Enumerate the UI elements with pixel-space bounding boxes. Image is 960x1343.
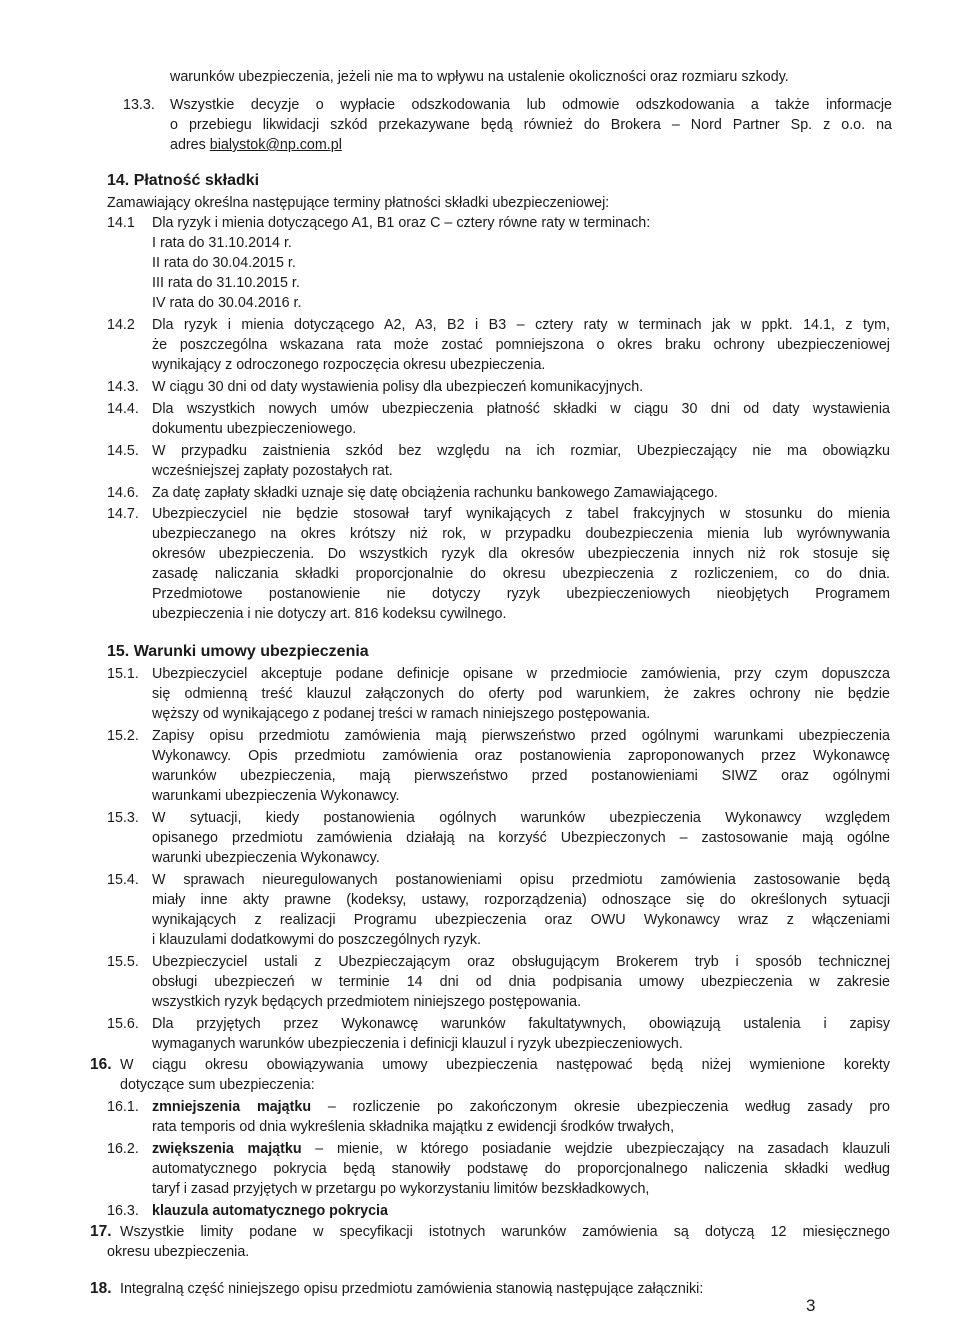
s15-2-l3: warunków ubezpieczenia, mają pierwszeństwo przed postanowieniami SIWZ oraz ogólnymi xyxy=(152,768,890,784)
p13-3-l1: Wszystkie decyzje o wypłacie odszkodowania lub odmowie odszkodowania a także informacje xyxy=(170,97,892,113)
s14-6-text: Za datę zapłaty składki uznaje się datę obciążenia rachunku bankowego Zamawiającego. xyxy=(152,485,718,501)
s15-1-l2: się odmienną treść klauzul załączonych do oferty pod warunkiem, że zakres ochrony nie będzie xyxy=(152,686,890,702)
rate-4: IV rata do 30.04.2016 r. xyxy=(152,295,302,311)
num-15-2: 15.2. xyxy=(107,728,139,744)
s15-2-l4: warunkami ubezpieczenia Wykonawcy. xyxy=(152,788,400,804)
rate-2: II rata do 30.04.2015 r. xyxy=(152,255,296,271)
s15-5-l1: Ubezpieczyciel ustali z Ubezpieczającym oraz obsługującym Brokerem tryb i sposób technicznej xyxy=(152,954,890,970)
s14-5-l2: wcześniejszej zapłaty pozostałych rat. xyxy=(152,463,393,479)
s15-4-l2: miały inne akty prawne (kodeksy, ustawy, rozporządzenia) odnoszące się do określonych sytuacji xyxy=(152,892,890,908)
s16-2-l1: zwiększenia majątku – mienie, w którego posiadanie wejdzie ubezpieczający na zasadach klauzuli xyxy=(152,1141,891,1157)
num-16-1: 16.1. xyxy=(107,1099,139,1115)
num-15-6: 15.6. xyxy=(107,1016,139,1032)
s14-7-l3: okresów ubezpieczenia. Do wszystkich ryzyk dla okresów ubezpieczenia innych niż rok stosuje się xyxy=(152,546,890,562)
s15-4-l1: W sprawach nieuregulowanych postanowieniami opisu przedmiotu zamówienia zastosowanie będą xyxy=(152,872,890,888)
s15-1-l1: Ubezpieczyciel akceptuje podane definicje opisane w przedmiocie zamówienia, przy czym dopuszcza xyxy=(152,666,890,682)
s15-3-l2: opisanego przedmiotu zamówienia działają na korzyść Ubezpieczonych – zastosowanie mają ogólne xyxy=(152,830,890,846)
section-14-heading: 14. Płatność składki xyxy=(107,172,260,189)
s15-2-l1: Zapisy opisu przedmiotu zamówienia mają pierwszeństwo przed ogólnymi warunkami ubezpieczenia xyxy=(152,728,890,744)
num-16-3: 16.3. xyxy=(107,1203,139,1219)
s16-l1: W ciągu okresu obowiązywania umowy ubezpieczenia następować będą niżej wymienione korekty xyxy=(120,1057,890,1073)
num-17: 17. xyxy=(90,1223,112,1240)
s14-4-l1: Dla wszystkich nowych umów ubezpieczenia płatność składki w ciągu 30 dni od daty wystawienia xyxy=(152,401,890,417)
num-18: 18. xyxy=(90,1280,112,1297)
s14-5-l1: W przypadku zaistnienia szkód bez względu na ich rozmiar, Ubezpieczający nie ma obowiązku xyxy=(152,443,890,459)
num-16-2: 16.2. xyxy=(107,1141,139,1157)
s14-7-l6: ubezpieczenia i nie dotyczy art. 816 kodeksu cywilnego. xyxy=(152,606,507,622)
s15-5-l3: wszystkich ryzyk będących przedmiotem niniejszego postępowania. xyxy=(152,994,582,1010)
s17-l2: okresu ubezpieczenia. xyxy=(107,1244,250,1260)
s14-7-l2: ubezpieczanego na okres krótszy niż rok, w przypadku doubezpieczenia mienia lub wyrównywania xyxy=(152,526,890,542)
s15-5-l2: obsługi ubezpieczeń w terminie 14 dni od dnia podpisania umowy ubezpieczenia w zakresie xyxy=(152,974,890,990)
num-13-3: 13.3. xyxy=(123,97,155,113)
s18-text: Integralną część niniejszego opisu przedmiotu zamówienia stanowią następujące załączniki: xyxy=(120,1281,704,1297)
s17-l1: Wszystkie limity podane w specyfikacji istotnych warunków zamówienia są dotyczą 12 miesięcznego xyxy=(120,1224,890,1240)
email-link[interactable]: bialystok@np.com.pl xyxy=(209,137,342,153)
s14-7-l4: zasadę naliczania składki proporcjonalnie do okresu ubezpieczenia z rozliczeniem, co do dnia. xyxy=(152,566,890,582)
s14-3-text: W ciągu 30 dni od daty wystawienia polisy dla ubezpieczeń komunikacyjnych. xyxy=(152,379,644,395)
num-14-1: 14.1 xyxy=(107,215,135,231)
rate-3: III rata do 31.10.2015 r. xyxy=(152,275,300,291)
num-16: 16. xyxy=(90,1056,112,1073)
num-14-4: 14.4. xyxy=(107,401,139,417)
s15-2-l2: Wykonawcy. Opis przedmiotu zamówienia oraz postanowienia zaproponowanych przez Wykonawcę xyxy=(152,748,890,764)
s16-3-text: klauzula automatycznego pokrycia xyxy=(152,1203,388,1219)
num-14-5: 14.5. xyxy=(107,443,139,459)
top-line: warunków ubezpieczenia, jeżeli nie ma to wpływu na ustalenie okoliczności oraz rozmiaru szkody. xyxy=(170,69,789,85)
s15-4-l3: wynikających z realizacji Programu ubezpieczenia oraz OWU Wykonawcy wraz z włączeniami xyxy=(152,912,890,928)
num-14-7: 14.7. xyxy=(107,506,139,522)
s15-1-l3: węższy od wynikającego z podanej treści w ramach niniejszego postępowania. xyxy=(152,706,651,722)
s15-6-l1: Dla przyjętych przez Wykonawcę warunków fakultatywnych, obowiązują ustalenia i zapisy xyxy=(152,1016,890,1032)
s14-2-l1: Dla ryzyk i mienia dotyczącego A2, A3, B2 i B3 – cztery raty w terminach jak w ppkt. 14.1, z tym, xyxy=(152,317,890,333)
s16-1-l2: rata temporis od dnia wykreślenia składnika majątku z ewidencji środków trwałych, xyxy=(152,1119,675,1135)
num-15-4: 15.4. xyxy=(107,872,139,888)
num-14-6: 14.6. xyxy=(107,485,139,501)
num-15-3: 15.3. xyxy=(107,810,139,826)
s16-1-l1: zmniejszenia majątku – rozliczenie po zakończonym okresie ubezpieczenia według zasady pro xyxy=(152,1099,890,1115)
s14-7-l5: Przedmiotowe postanowienie nie dotyczy ryzyk ubezpieczeniowych nieobjętych Programem xyxy=(152,586,890,602)
s14-2-l3: wynikający z odroczonego rozpoczęcia okresu ubezpieczenia. xyxy=(152,357,546,373)
num-15-5: 15.5. xyxy=(107,954,139,970)
s16-2-l2: automatycznego pokrycia będą stanowiły podstawę do proporcjonalnego naliczenia składki według xyxy=(152,1161,890,1177)
s15-6-l2: wymaganych warunków ubezpieczenia i definicji klauzul i ryzyk ubezpieczeniowych. xyxy=(152,1036,683,1052)
num-14-3: 14.3. xyxy=(107,379,139,395)
section-15-heading: 15. Warunki umowy ubezpieczenia xyxy=(107,643,369,660)
s14-2-l2: że poszczególna wskazana rata może zostać pomniejszona o okres braku ochrony ubezpieczeniowej xyxy=(152,337,890,353)
p13-3-l3: adres bialystok@np.com.pl xyxy=(170,137,342,153)
s14-7-l1: Ubezpieczyciel nie będzie stosował taryf wynikających z tabel frakcyjnych w stosunku do mienia xyxy=(152,506,890,522)
num-14-2: 14.2 xyxy=(107,317,135,333)
page-number: 3 xyxy=(806,1296,816,1315)
s15-3-l1: W sytuacji, kiedy postanowienia ogólnych warunków ubezpieczenia Wykonawcy względem xyxy=(152,810,890,826)
s16-l2: dotyczące sum ubezpieczenia: xyxy=(120,1077,315,1093)
s16-2-l3: taryf i zasad przyjętych w przetargu po wykorzystaniu limitów bezskładkowych, xyxy=(152,1181,650,1197)
rate-1: I rata do 31.10.2014 r. xyxy=(152,235,292,251)
s14-1-text: Dla ryzyk i mienia dotyczącego A1, B1 oraz C – cztery równe raty w terminach: xyxy=(152,215,651,231)
num-15-1: 15.1. xyxy=(107,666,139,682)
s15-3-l3: warunki ubezpieczenia Wykonawcy. xyxy=(152,850,380,866)
s14-intro: Zamawiający określna następujące terminy płatności składki ubezpieczeniowej: xyxy=(107,195,610,211)
s14-4-l2: dokumentu ubezpieczeniowego. xyxy=(152,421,357,437)
s15-4-l4: i klauzulami dodatkowymi do poszczególnych ryzyk. xyxy=(152,932,481,948)
p13-3-l2: o przebiegu likwidacji szkód przekazywane będą również do Brokera – Nord Partner Sp. z o.o. na xyxy=(170,117,892,133)
